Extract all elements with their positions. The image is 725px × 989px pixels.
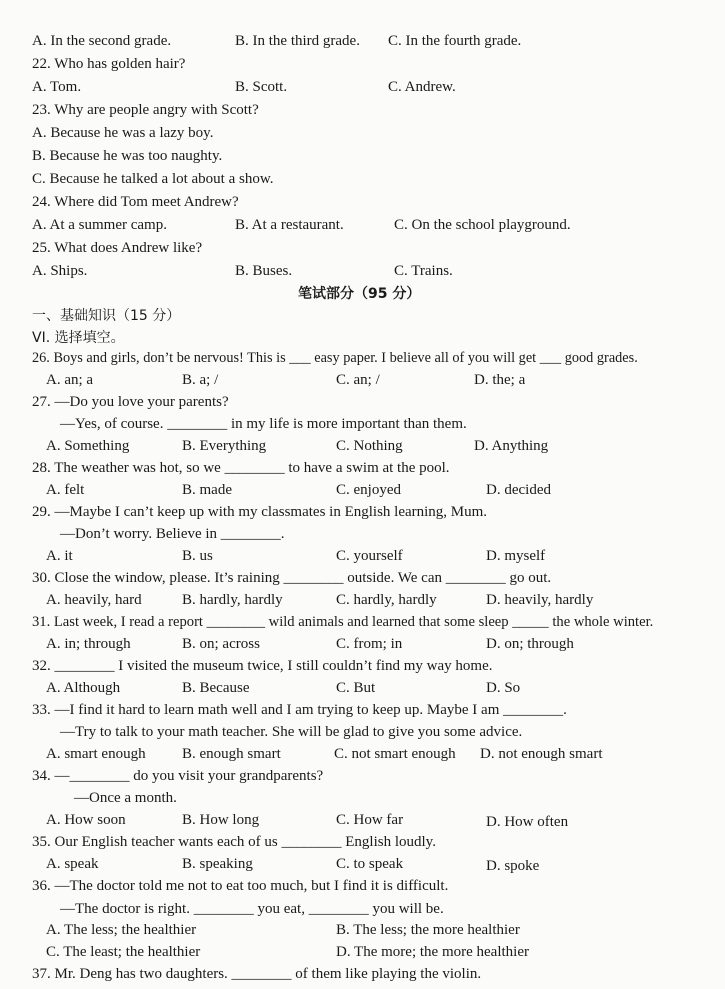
q21-option-b: B. In the third grade. (235, 33, 360, 49)
q22-stem: 22. Who has golden hair? (32, 56, 186, 72)
q31-option-b: B. on; across (182, 636, 260, 652)
q36-option-d: D. The more; the more healthier (336, 944, 529, 960)
q30-option-c: C. hardly, hardly (336, 592, 437, 608)
q31-option-a: A. in; through (46, 636, 131, 652)
q26-option-d: D. the; a (474, 372, 526, 388)
q33-option-b: B. enough smart (182, 746, 281, 762)
q32-option-c: C. But (336, 680, 376, 696)
q35-option-b: B. speaking (182, 856, 253, 872)
q34-option-d: D. How often (486, 814, 569, 830)
q25-option-b: B. Buses. (235, 263, 293, 279)
q24-option-b: B. At a restaurant. (235, 217, 344, 233)
q29-stem-reply: —Don’t worry. Believe in ________. (60, 526, 285, 542)
q23-option-b: B. Because he was too naughty. (32, 148, 223, 164)
q27-stem: 27. —Do you love your parents? (32, 394, 229, 410)
q22-option-b: B. Scott. (235, 79, 288, 95)
q27-option-c: C. Nothing (336, 438, 403, 454)
q29-option-d: D. myself (486, 548, 546, 564)
q23-stem: 23. Why are people angry with Scott? (32, 102, 259, 118)
q36-option-c: C. The least; the healthier (46, 944, 201, 960)
q23-option-a: A. Because he was a lazy boy. (32, 125, 214, 141)
q24-stem: 24. Where did Tom meet Andrew? (32, 194, 239, 210)
q30-option-b: B. hardly, hardly (182, 592, 283, 608)
q34-stem-reply: —Once a month. (74, 790, 177, 806)
q28-option-b: B. made (182, 482, 232, 498)
q36-stem: 36. —The doctor told me not to eat too much, but I find it is difficult. (32, 878, 449, 894)
q31-stem: 31. Last week, I read a report ________ wild animals and learned that some sleep _____ the whole winter. (32, 614, 654, 630)
q26-option-a: A. an; a (46, 372, 94, 388)
q34-option-c: C. How far (336, 812, 404, 828)
part6-heading: VI. 选择填空。 (32, 330, 125, 346)
q32-option-d: D. So (486, 680, 521, 696)
q25-option-c: C. Trains. (394, 263, 453, 279)
q25-stem: 25. What does Andrew like? (32, 240, 203, 256)
q26-option-c: C. an; / (336, 372, 380, 388)
q35-option-d: D. spoke (486, 858, 540, 874)
written-section-heading: 笔试部分（95 分） (298, 286, 421, 302)
q32-option-b: B. Because (182, 680, 250, 696)
q36-stem-reply: —The doctor is right. ________ you eat, ________ you will be. (60, 901, 444, 917)
q26-option-b: B. a; / (182, 372, 219, 388)
q27-option-b: B. Everything (182, 438, 267, 454)
q30-stem: 30. Close the window, please. It’s raining ________ outside. We can ________ go out. (32, 570, 552, 586)
q33-option-d: D. not enough smart (480, 746, 603, 762)
q24-option-a: A. At a summer camp. (32, 217, 167, 233)
q27-stem-reply: —Yes, of course. ________ in my life is more important than them. (60, 416, 467, 432)
q35-stem: 35. Our English teacher wants each of us ________ English loudly. (32, 834, 436, 850)
q23-option-c: C. Because he talked a lot about a show. (32, 171, 274, 187)
q30-option-a: A. heavily, hard (46, 592, 142, 608)
q26-stem: 26. Boys and girls, don’t be nervous! This is ___ easy paper. I believe all of you will get ___ good grades. (32, 350, 638, 366)
q29-stem: 29. —Maybe I can’t keep up with my classmates in English learning, Mum. (32, 504, 488, 520)
q28-stem: 28. The weather was hot, so we ________ to have a swim at the pool. (32, 460, 450, 476)
q34-stem: 34. —________ do you visit your grandparents? (32, 768, 324, 784)
q34-option-a: A. How soon (46, 812, 126, 828)
q33-stem-reply: —Try to talk to your math teacher. She will be glad to give you some advice. (60, 724, 523, 740)
q21-option-c: C. In the fourth grade. (388, 33, 522, 49)
q27-option-d: D. Anything (474, 438, 549, 454)
q33-option-a: A. smart enough (46, 746, 146, 762)
q28-option-c: C. enjoyed (336, 482, 401, 498)
q29-option-c: C. yourself (336, 548, 403, 564)
q21-option-a: A. In the second grade. (32, 33, 172, 49)
q22-option-a: A. Tom. (32, 79, 82, 95)
q37-stem: 37. Mr. Deng has two daughters. ________ of them like playing the violin. (32, 966, 482, 982)
q36-option-a: A. The less; the healthier (46, 922, 197, 938)
q27-option-a: A. Something (46, 438, 130, 454)
q29-option-b: B. us (182, 548, 213, 564)
q34-option-b: B. How long (182, 812, 260, 828)
q33-stem: 33. —I find it hard to learn math well and I am trying to keep up. Maybe I am ________. (32, 702, 567, 718)
q29-option-a: A. it (46, 548, 73, 564)
q32-stem: 32. ________ I visited the museum twice, I still couldn’t find my way home. (32, 658, 493, 674)
q24-option-c: C. On the school playground. (394, 217, 571, 233)
q22-option-c: C. Andrew. (388, 79, 456, 95)
q31-option-d: D. on; through (486, 636, 574, 652)
q35-option-c: C. to speak (336, 856, 404, 872)
q25-option-a: A. Ships. (32, 263, 88, 279)
q31-option-c: C. from; in (336, 636, 403, 652)
q35-option-a: A. speak (46, 856, 99, 872)
q32-option-a: A. Although (46, 680, 121, 696)
q36-option-b: B. The less; the more healthier (336, 922, 520, 938)
part1-heading: 一、基础知识（15 分） (32, 308, 181, 324)
q28-option-a: A. felt (46, 482, 85, 498)
q28-option-d: D. decided (486, 482, 551, 498)
q30-option-d: D. heavily, hardly (486, 592, 594, 608)
q33-option-c: C. not smart enough (334, 746, 456, 762)
